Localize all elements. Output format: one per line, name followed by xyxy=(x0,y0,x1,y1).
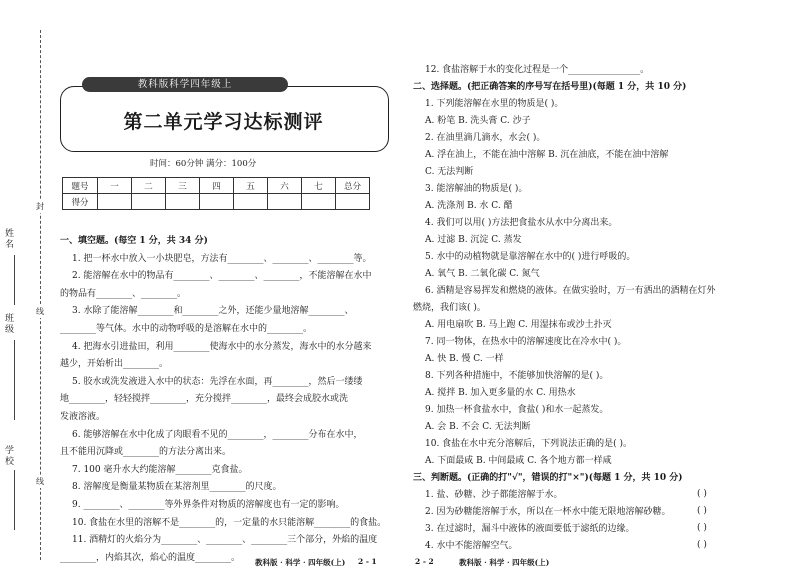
question-line: 12. 食盐溶解于水的变化过程是一个________________。 xyxy=(425,65,650,75)
score-input-cell[interactable] xyxy=(200,194,234,210)
score-table-cell: 总分 xyxy=(336,178,370,194)
class-fill-line xyxy=(14,340,15,420)
score-input-cell[interactable] xyxy=(336,194,370,210)
question-line: A. 粉笔 B. 洗头膏 C. 沙子 xyxy=(425,116,531,126)
question-line: A. 氧气 B. 二氧化碳 C. 氮气 xyxy=(425,269,540,279)
question-line: 6. 酒精是容易挥发和燃烧的液体。在做实验时，万一有洒出的酒精在灯外 xyxy=(425,286,716,296)
seal-char: 封 xyxy=(36,202,44,211)
school-label: 学校 xyxy=(3,445,13,467)
question-line: 1. 把一杯水中放入一小块肥皂，方法有________、________、________等。 xyxy=(72,253,372,264)
question-line: A. 浮在油上，不能在油中溶解 B. 沉在油底，不能在油中溶解 xyxy=(425,150,669,160)
page-title: 第二单元学习达标测评 xyxy=(123,111,324,133)
seal-char: 线 xyxy=(36,307,44,316)
school-fill-line xyxy=(14,470,15,530)
question-line: 燃烧，我们该( )。 xyxy=(413,303,486,313)
question-line: 4. 水中不能溶解空气。 xyxy=(425,541,518,551)
question-line: 8. 下列各种措施中，不能够加快溶解的是( )。 xyxy=(425,371,609,381)
question-line: A. 洗涤剂 B. 水 C. 醋 xyxy=(425,201,513,211)
question-line: 7. 100 毫升水大约能溶解________克食盐。 xyxy=(72,464,248,475)
question-line: A. 搅拌 B. 加入更多量的水 C. 用热水 xyxy=(425,388,576,398)
score-input-cell[interactable] xyxy=(234,194,268,210)
score-table-cell: 三 xyxy=(166,178,200,194)
section-heading: 一、填空题。(每空 1 分，共 34 分) xyxy=(60,236,208,246)
question-line: 4. 把海水引进盐田，利用________使海水中的水分蒸发，海水中的水分越来 xyxy=(72,341,372,352)
question-line: 越少，开始析出________。 xyxy=(60,359,169,370)
question-line: ________，内焰其次，焰心的温度________。 xyxy=(60,552,241,563)
question-line: 2. 能溶解在水中的物品有________、________、________，不能溶解在水中 xyxy=(72,271,372,282)
question-line: 8. 溶解度是衡量某物质在某溶剂里________的尺度。 xyxy=(72,482,282,493)
binding-margin xyxy=(0,0,52,582)
name-label: 姓名 xyxy=(3,228,13,250)
footer-right: 教科版 · 科学 · 四年级(上) xyxy=(459,558,550,567)
score-table-header-row xyxy=(63,178,370,194)
question-line: 3. 水除了能溶解________和________之外，还能少量地溶解________、 xyxy=(72,306,354,317)
question-line: 5. 水中的动植物就是靠溶解在水中的( )进行呼吸的。 xyxy=(425,252,636,262)
score-table-cell: 五 xyxy=(234,178,268,194)
question-line: 7. 同一物体，在热水中的溶解速度比在冷水中( )。 xyxy=(425,337,627,347)
question-line: 3. 能溶解油的物质是( )。 xyxy=(425,184,528,194)
score-table xyxy=(62,177,370,210)
question-line: A. 用电扇吹 B. 马上跑 C. 用湿抹布或沙土扑灭 xyxy=(425,320,612,330)
judge-answer-paren[interactable]: ( ) xyxy=(697,523,707,533)
score-input-cell[interactable] xyxy=(166,194,200,210)
question-line: 5. 胶水或洗发液进入水中的状态：先浮在水面，再________，然后一缕缕 xyxy=(72,376,363,387)
question-line: A. 下面最咸 B. 中间最咸 C. 各个地方都一样咸 xyxy=(425,456,612,466)
question-line: 3. 在过滤时，漏斗中液体的液面要低于滤纸的边缘。 xyxy=(425,524,635,534)
name-fill-line xyxy=(14,255,15,305)
question-line: 6. 能够溶解在水中化成了肉眼看不见的________，________分布在水中， xyxy=(72,429,363,440)
question-line: 10. 食盐在水中充分溶解后，下列说法正确的是( )。 xyxy=(425,439,633,449)
question-line: 2. 因为砂糖能溶解于水，所以在一杯水中能无限地溶解砂糖。 xyxy=(425,507,671,517)
score-table-cell: 二 xyxy=(132,178,166,194)
subject-banner: 教科版科学四年级上 xyxy=(82,77,288,92)
class-label: 班级 xyxy=(3,313,13,335)
footer-left-page: 2 - 1 xyxy=(358,557,377,566)
section-heading: 三、判断题。(正确的打"√"，错误的打"×")(每题 1 分，共 10 分) xyxy=(413,473,683,483)
score-input-cell[interactable] xyxy=(132,194,166,210)
score-label: 得分 xyxy=(63,194,98,210)
score-input-cell[interactable] xyxy=(98,194,132,210)
score-input-cell[interactable] xyxy=(268,194,302,210)
question-line: 地________，轻轻搅拌________，充分搅拌________，最终会成胶水或洗 xyxy=(60,394,349,405)
question-line: 的物品有________、________。 xyxy=(60,288,187,299)
score-input-cell[interactable] xyxy=(302,194,336,210)
footer-left: 教科版 · 科学 · 四年级(上) xyxy=(255,558,346,567)
judge-answer-paren[interactable]: ( ) xyxy=(697,506,707,516)
question-line: 1. 盐、砂糖、沙子都能溶解于水。 xyxy=(425,490,563,500)
question-line: C. 无法判断 xyxy=(425,167,474,177)
footer-right-page: 2 - 2 xyxy=(415,557,434,566)
time-score-info: 时间：60分钟 满分：100分 xyxy=(150,159,257,169)
question-line: 2. 在油里滴几滴水，水会( )。 xyxy=(425,133,546,143)
question-line: 10. 食盐在水里的溶解不是________的，一定量的水只能溶解________的食盐。 xyxy=(72,517,387,528)
question-line: 9. ________、________等外界条件对物质的溶解度也有一定的影响。 xyxy=(72,500,345,510)
question-line: 4. 我们可以用( )方法把食盐水从水中分离出来。 xyxy=(425,218,618,228)
judge-answer-paren[interactable]: ( ) xyxy=(697,540,707,550)
question-line: 11. 酒精灯的火焰分为________、________、________三个部分，外焰的温度 xyxy=(72,535,378,546)
question-line: 发液溶液。 xyxy=(60,412,106,422)
score-table-score-row xyxy=(63,194,370,210)
score-table-cell: 四 xyxy=(200,178,234,194)
question-line: 9. 加热一杯食盐水中，食盐( )和水一起蒸发。 xyxy=(425,405,609,415)
question-line: A. 快 B. 慢 C. 一样 xyxy=(425,354,504,364)
judge-answer-paren[interactable]: ( ) xyxy=(697,489,707,499)
right-page xyxy=(397,0,794,582)
score-table-cell: 题号 xyxy=(63,178,98,194)
question-line: A. 会 B. 不会 C. 无法判断 xyxy=(425,422,531,432)
seal-char: 线 xyxy=(36,477,44,486)
score-table-cell: 六 xyxy=(268,178,302,194)
score-table-cell: 七 xyxy=(302,178,336,194)
score-table-cell: 一 xyxy=(98,178,132,194)
question-line: 1. 下列能溶解在水里的物质是( )。 xyxy=(425,99,564,109)
question-line: ________等气体。水中的动物呼吸的是溶解在水中的________。 xyxy=(60,324,313,334)
question-line: A. 过滤 B. 沉淀 C. 蒸发 xyxy=(425,235,522,245)
question-line: 且不能用沉降或________的方法分离出来。 xyxy=(60,447,232,458)
section-heading: 二、选择题。(把正确答案的序号写在括号里)(每题 1 分，共 10 分) xyxy=(413,82,687,92)
